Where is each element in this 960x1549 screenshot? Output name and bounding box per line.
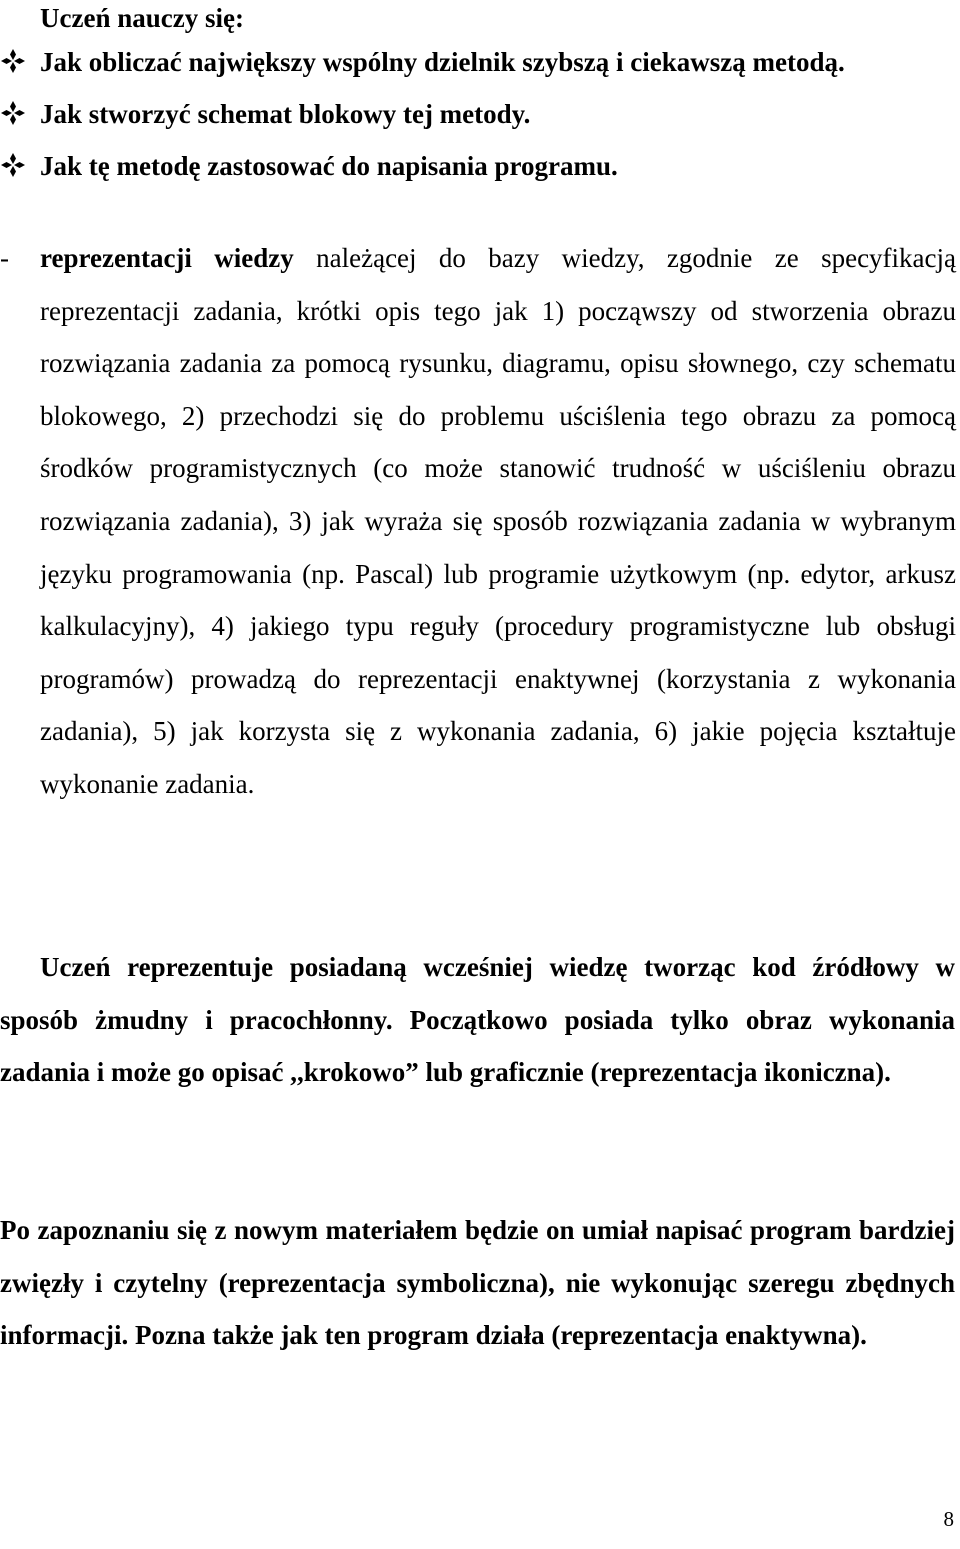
paragraph-iconic-representation: Uczeń reprezentuje posiadaną wcześniej wiedzę tworząc kod źródłowy w sposób żmudny i pracochłonny. Początkowo posiada tylko obraz wykonania zadania i może go opisać ,,krokowo” lub graficznie (reprezentacja ikoniczna). <box>0 952 955 1087</box>
paragraph-text: należącej do bazy wiedzy, zgodnie ze specyfikacją reprezentacji zadania, krótki opis tego jak 1) począwszy od stworzenia obrazu rozwiązania zadania za pomocą rysunku, diagramu, opisu słownego, czy schematu blokowego, 2) przechodzi się do problemu uściślenia tego obrazu za pomocą środków programistycznych (co może stanowić trudność w uściśleniu obrazu rozwiązania zadania), 3) jak wyraża się sposób rozwiązania zadania w wybranym języku programowania (np. Pascal) lub programie użytkowym (np. edytor, arkusz kalkulacyjny), 4) jakiego typu reguły (procedury programistyczne lub obsługi programów) prowadzą do reprezentacji enaktywnej (korzystania z wykonania zadania), 5) jak korzysta się z wykonania zadania, 6) jakie pojęcia kształtuje wykonanie zadania. <box>40 243 956 799</box>
list-item <box>0 148 960 200</box>
four-diamond-bullet-icon <box>0 152 26 178</box>
bullet-text: Jak tę metodę zastosować do napisania programu. <box>40 151 618 181</box>
four-diamond-bullet-icon <box>0 48 26 74</box>
list-item <box>0 44 960 96</box>
page-number: 8 <box>943 1507 954 1531</box>
section-heading: Uczeń nauczy się: <box>40 3 244 33</box>
dash-marker: - <box>0 243 9 273</box>
bullet-list <box>0 44 960 200</box>
paragraph-symbolic-representation: Po zapoznaniu się z nowym materiałem będzie on umiał napisać program bardziej zwięzły i czytelny (reprezentacja symboliczna), nie wykonując szeregu zbędnych informacji. Pozna także jak ten program działa (reprezentacja enaktywna). <box>0 1215 955 1350</box>
dash-paragraph <box>40 232 956 811</box>
bold-lead: reprezentacji wiedzy <box>40 243 294 273</box>
bullet-text: Jak stworzyć schemat blokowy tej metody. <box>40 99 531 129</box>
bullet-text: Jak obliczać największy wspólny dzielnik szybszą i ciekawszą metodą. <box>40 47 845 77</box>
four-diamond-bullet-icon <box>0 100 26 126</box>
list-item <box>0 96 960 148</box>
